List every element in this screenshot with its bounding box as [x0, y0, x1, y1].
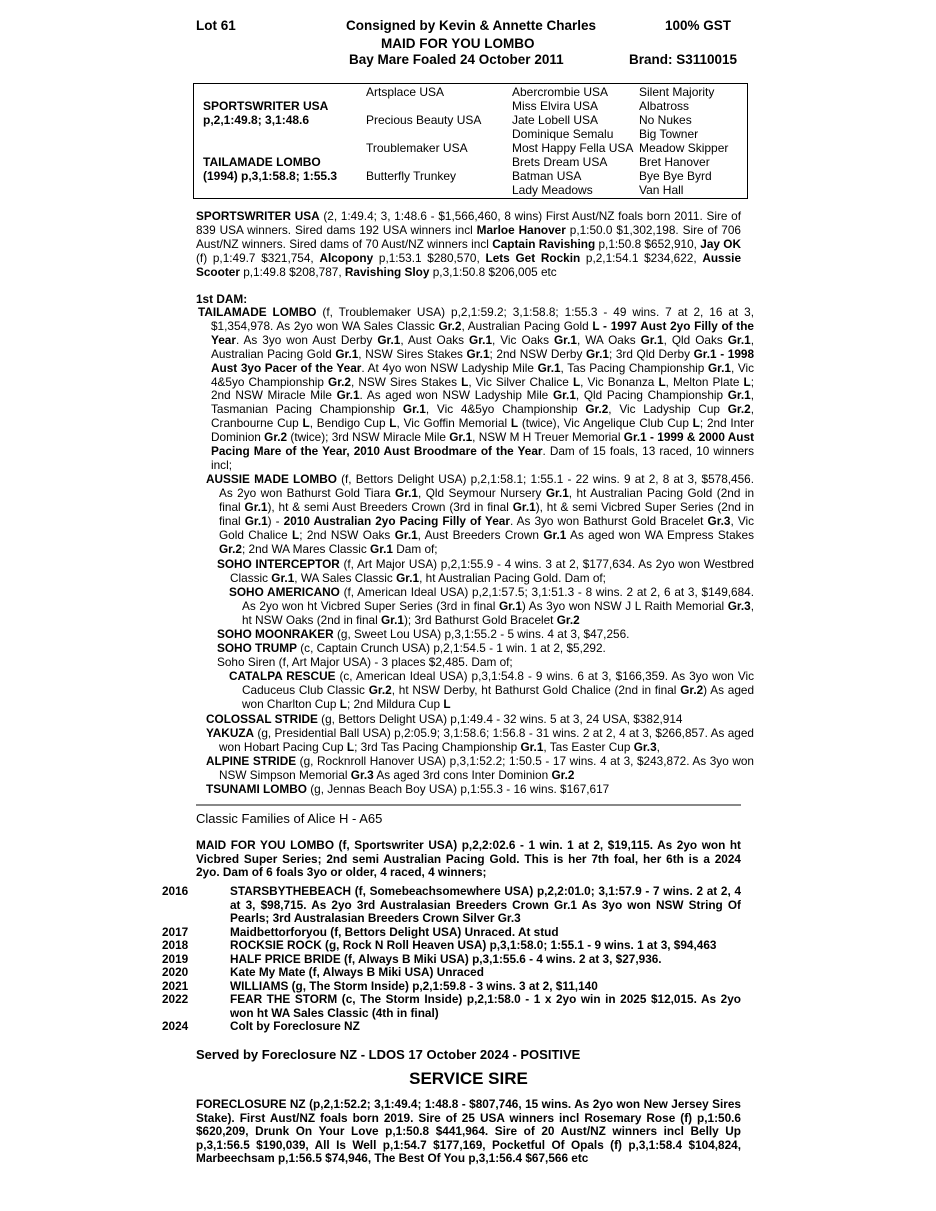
horse-description: Bay Mare Foaled 24 October 2011	[349, 52, 564, 67]
pedigree-gen3: Dominique Semalu	[512, 127, 614, 141]
pedigree-table	[193, 83, 748, 199]
pedigree-gen4: Silent Majority	[639, 85, 715, 99]
brand: Brand: S3110015	[629, 52, 738, 67]
pedigree-gen4: No Nukes	[639, 113, 692, 127]
pedigree-gen4: Van Hall	[639, 183, 684, 197]
foal-row: 2020 Kate My Mate (f, Always B Miki USA) Unraced	[162, 965, 484, 979]
horse-name: MAID FOR YOU LOMBO	[381, 36, 535, 51]
progeny-tsunami-lombo: TSUNAMI LOMBO (g, Jennas Beach Boy USA) p,1:55.3 - 16 wins. $167,617	[206, 782, 610, 796]
progeny-yakuza: YAKUZA (g, Presidential Ball USA) p,2:05.9; 3,1:58.6; 1:56.8 - 31 wins. 2 at 2, 4 at 3, $266,857. As aged won Hobart Pacing Cup L; 3rd Tas Pacing Championship Gr.1, Tas Easter Cup Gr.3,	[206, 726, 754, 754]
pedigree-gen4: Bye Bye Byrd	[639, 169, 712, 183]
foal-list	[162, 884, 741, 1034]
sire-name: SPORTSWRITER USA	[196, 209, 320, 223]
progeny-soho-trump: SOHO TRUMP (c, Captain Crunch USA) p,2,1:54.5 - 1 win. 1 at 2, $5,292.	[217, 641, 606, 655]
pedigree-dam-record: (1994) p,3,1:58.8; 1:55.3	[203, 169, 338, 183]
progeny-soho-siren: Soho Siren (f, Art Major USA) - 3 places $2,485. Dam of;	[217, 655, 513, 669]
section-divider	[196, 804, 741, 806]
progeny-catalpa-rescue: CATALPA RESCUE (c, American Ideal USA) p,3,1:54.8 - 9 wins. 6 at 3, $166,359. As 3yo won Vic Caduceus Club Classic Gr.2, ht NSW Derby, ht Bathurst Gold Chalice (2nd in final Gr.2) As aged won Charlton Cup L; 2nd Mildura Cup L	[229, 669, 755, 711]
foal-row: 2016 STARSBYTHEBEACH (f, Somebeachsomewhere USA) p,2,2:01.0; 3,1:57.9 - 7 wins. 2 at 2, 4 at 3, $98,715. As 2yo 3rd Australasian Breeders Crown Gr.1 As 3yo won NSW String Of Pearls; 3rd Australasian Breeders Crown Silver Gr.3	[162, 884, 741, 925]
service-sire-title: SERVICE SIRE	[409, 1069, 528, 1088]
sire-paragraph: SPORTSWRITER USA (2, 1:49.4; 3, 1:48.6 - $1,566,460, 8 wins) First Aust/NZ foals born 2011. Sire of 839 USA winners. Sired dams 192 USA winners incl Marloe Hanover p,1:50.0 $1,302,198. Sire of 706 Aust/NZ winners. Sired dams of 70 Aust/NZ winners incl Captain Ravishing p,1:50.8 $652,910, Jay OK (f) p,1:49.7 $321,754, Alcopony p,1:53.1 $280,570, Lets Get Rockin p,2,1:54.1 $234,622, Aussie Scooter p,1:49.8 $208,787, Ravishing Sloy p,3,1:50.8 $206,005 etc	[196, 209, 742, 279]
progeny-soho-americano: SOHO AMERICANO (f, American Ideal USA) p,2,1:57.5; 3,1:51.3 - 8 wins. 2 at 2, 6 at 3, $149,684. As 2yo won ht Vicbred Super Series (3rd in final Gr.1) As 3yo won NSW J L Raith Memorial Gr.3, ht NSW Oaks (2nd in final Gr.1); 3rd Bathurst Gold Bracelet Gr.2	[229, 585, 755, 627]
lot-foal-record: MAID FOR YOU LOMBO (f, Sportswriter USA) p,2,2:02.6 - 1 win. 1 at 2, $19,115. As 2yo won ht Vicbred Super Series; 2nd semi Australian Pacing Gold. This is her 7th foal, her 6th is a 2024 2yo. Dam of 6 foals 3yo or older, 4 raced, 4 winners;	[196, 838, 741, 879]
pedigree-gen4: Big Towner	[639, 127, 699, 141]
progeny-aussie-made-lombo: AUSSIE MADE LOMBO (f, Bettors Delight USA) p,2,1:58.1; 1:55.1 - 22 wins. 9 at 2, 8 at 3, $578,456. As 2yo won Bathurst Gold Tiara Gr.1, Qld Seymour Nursery Gr.1, ht Australian Pacing Gold (2nd in final Gr.1), ht & semi Aust Breeders Crown (3rd in final Gr.1), ht & semi Vicbred Super Series (2nd in final Gr.1) - 2010 Australian 2yo Pacing Filly of Year. As 3yo won Bathurst Gold Bracelet Gr.3, Vic Gold Chalice L; 2nd NSW Oaks Gr.1, Aust Breeders Crown Gr.1 As aged won WA Empress Stakes Gr.2; 2nd WA Mares Classic Gr.1 Dam of;	[206, 472, 755, 556]
pedigree-gen2: Butterfly Trunkey	[366, 169, 457, 183]
pedigree-dam: TAILAMADE LOMBO	[203, 155, 321, 169]
progeny-soho-interceptor: SOHO INTERCEPTOR (f, Art Major USA) p,2,1:55.9 - 4 wins. 3 at 2, $177,634. As 2yo won Westbred Classic Gr.1, WA Sales Classic Gr.1, ht Australian Pacing Gold. Dam of;	[217, 557, 754, 585]
pedigree-gen4: Bret Hanover	[639, 155, 710, 169]
progeny-soho-moonraker: SOHO MOONRAKER (g, Sweet Lou USA) p,3,1:55.2 - 5 wins. 4 at 3, $47,256.	[217, 627, 630, 641]
pedigree-gen2: Precious Beauty USA	[366, 113, 482, 127]
pedigree-gen2: Artsplace USA	[366, 85, 445, 99]
foal-row: 2022 FEAR THE STORM (c, The Storm Inside) p,2,1:58.0 - 1 x 2yo win in 2025 $12,015. As 2yo won ht WA Sales Classic (4th in final)	[162, 992, 741, 1020]
pedigree-gen2: Troublemaker USA	[366, 141, 468, 155]
progeny-colossal-stride: COLOSSAL STRIDE (g, Bettors Delight USA) p,1:49.4 - 32 wins. 5 at 3, 24 USA, $382,914	[206, 712, 683, 726]
service-sire-paragraph: FORECLOSURE NZ (p,2,1:52.2; 3,1:49.4; 1:48.8 - $807,746, 15 wins. As 2yo won New Jersey Sires Stake). First Aust/NZ foals born 2019. Sire of 25 USA winners incl Rosemary Rose (f) p,1:50.6 $620,209, Drunk On Your Love p,1:50.8 $441,964. Sire of 20 Aust/NZ winners incl Belly Up p,3,1:56.5 $190,039, All Is Well p,1:54.7 $177,169, Pocketful Of Opals (f) p,3,1:58.4 $104,824, Marbeechsam p,1:56.5 $74,946, The Best Of You p,3,1:56.4 $67,566 etc	[196, 1097, 741, 1165]
pedigree-gen3: Abercrombie USA	[512, 85, 609, 99]
dam-heading: 1st DAM:	[196, 292, 248, 306]
family-heading: Classic Families of Alice H - A65	[196, 811, 383, 826]
foal-row: 2024 Colt by Foreclosure NZ	[162, 1019, 360, 1033]
pedigree-gen3: Brets Dream USA	[512, 155, 608, 169]
foal-row: 2021 WILLIAMS (g, The Storm Inside) p,2,1:59.8 - 3 wins. 3 at 2, $11,140	[162, 978, 598, 993]
dam-paragraph: TAILAMADE LOMBO (f, Troublemaker USA) p,2,1:59.2; 3,1:58.8; 1:55.3 - 49 wins. 7 at 2, 16 at 3, $1,354,978. As 2yo won WA Sales Classic Gr.2, Australian Pacing Gold L - 1997 Aust 2yo Filly of the Year. As 3yo won Aust Derby Gr.1, Aust Oaks Gr.1, Vic Oaks Gr.1, WA Oaks Gr.1, Qld Oaks Gr.1, Australian Pacing Gold Gr.1, NSW Sires Stakes Gr.1; 2nd NSW Derby Gr.1; 3rd Qld Derby Gr.1 - 1998 Aust 3yo Pacer of the Year. At 4yo won NSW Ladyship Mile Gr.1, Tas Pacing Championship Gr.1, Vic 4&5yo Championship Gr.2, NSW Sires Stakes L, Vic Silver Chalice L, Vic Bonanza L, Melton Plate L; 2nd NSW Miracle Mile Gr.1. As aged won NSW Ladyship Mile Gr.1, Qld Pacing Championship Gr.1, Tasmanian Pacing Championship Gr.1, Vic 4&5yo Championship Gr.2, Vic Ladyship Cup Gr.2, Cranbourne Cup L, Bendigo Cup L, Vic Goffin Memorial L (twice), Vic Angelique Club Cup L; 2nd Inter Dominion Gr.2 (twice); 3rd NSW Miracle Mile Gr.1, NSW M H Treuer Memorial Gr.1 - 1999 & 2000 Aust Pacing Mare of the Year, 2010 Aust Broodmare of the Year. Dam of 15 foals, 13 raced, 10 winners incl;	[198, 305, 755, 472]
progeny-alpine-stride: ALPINE STRIDE (g, Rocknroll Hanover USA) p,3,1:52.2; 1:50.5 - 17 wins. 4 at 3, $243,872. As 3yo won NSW Simpson Memorial Gr.3 As aged 3rd cons Inter Dominion Gr.2	[206, 754, 754, 782]
pedigree-gen3: Most Happy Fella USA	[512, 141, 634, 155]
pedigree-gen3: Batman USA	[512, 169, 582, 183]
pedigree-gen3: Miss Elvira USA	[512, 99, 599, 113]
pedigree-sire-record: p,2,1:49.8; 3,1:48.6	[203, 113, 310, 127]
served-line: Served by Foreclosure NZ - LDOS 17 October 2024 - POSITIVE	[196, 1047, 581, 1062]
pedigree-gen3: Lady Meadows	[512, 183, 593, 197]
pedigree-gen3: Jate Lobell USA	[512, 113, 599, 127]
foal-row: 2018 ROCKSIE ROCK (g, Rock N Roll Heaven USA) p,3,1:58.0; 1:55.1 - 9 wins. 1 at 3, $94,463	[162, 938, 717, 952]
pedigree-sire: SPORTSWRITER USA	[203, 99, 329, 113]
lot-number: Lot 61	[196, 18, 236, 33]
foal-row: 2019 HALF PRICE BRIDE (f, Always B Miki USA) p,3,1:55.6 - 4 wins. 2 at 3, $27,936.	[162, 951, 662, 966]
foal-row: 2017 Maidbettorforyou (f, Bettors Delight USA) Unraced. At stud	[162, 924, 559, 939]
pedigree-gen4: Meadow Skipper	[639, 141, 729, 155]
gst-label: 100% GST	[665, 18, 732, 33]
pedigree-gen4: Albatross	[639, 99, 690, 113]
dam-name: TAILAMADE LOMBO	[198, 305, 317, 319]
consignor: Consigned by Kevin & Annette Charles	[346, 18, 597, 33]
